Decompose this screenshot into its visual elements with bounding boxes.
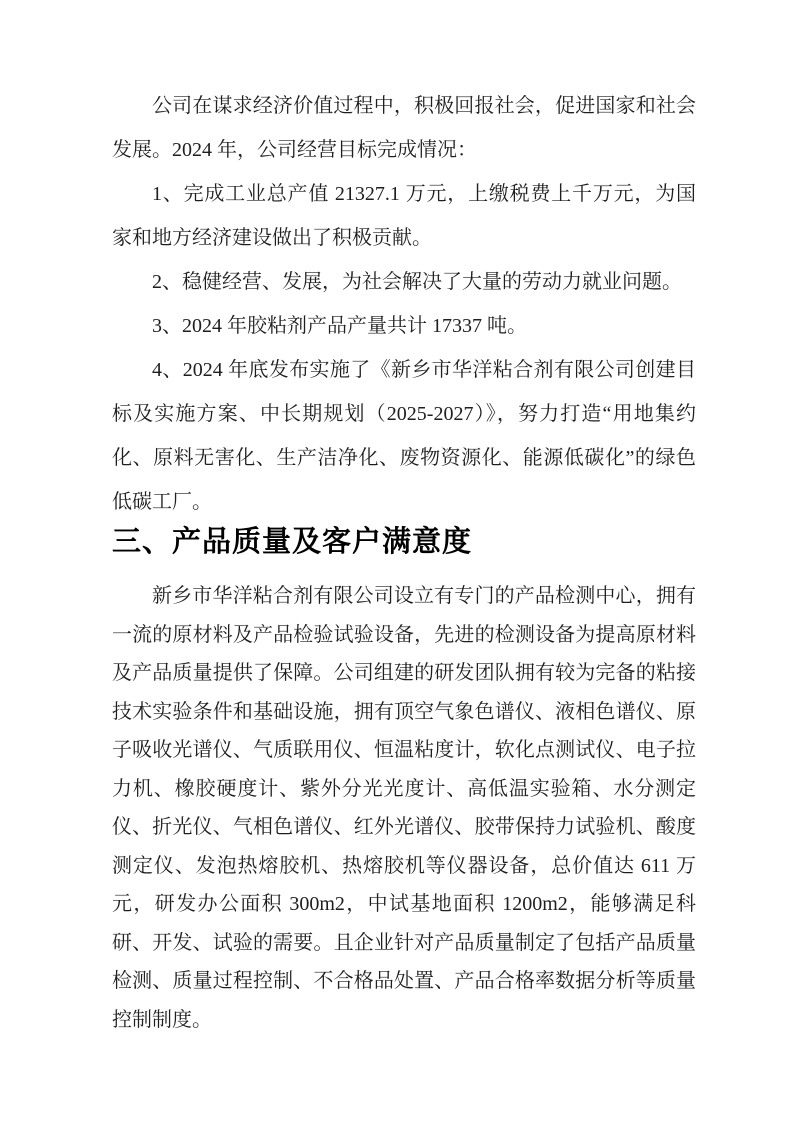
achievement-item-1: 1、完成工业总产值 21327.1 万元，上缴税费上千万元，为国家和地方经济建设做出了积极贡献。 — [112, 183, 696, 249]
intro-paragraph: 公司在谋求经济价值过程中，积极回报社会，促进国家和社会发展。2024 年，公司经营目标完成情况： — [112, 95, 696, 161]
achievement-item-4: 4、2024 年底发布实施了《新乡市华洋粘合剂有限公司创建目标及实施方案、中长期规划（2025-2027）》，努力打造“用地集约化、原料无害化、生产洁净化、废物资源化、能源低碳化”的绿色低碳工厂。 — [112, 359, 696, 513]
quality-paragraph: 新乡市华洋粘合剂有限公司设立有专门的产品检测中心，拥有一流的原材料及产品检验试验设备，先进的检测设备为提高原材料及产品质量提供了保障。公司组建的研发团队拥有较为完备的粘接技术实验条件和基础设施，拥有顶空气象色谱仪、液相色谱仪、原子吸收光谱仪、气质联用仪、恒温粘度计，软化点测试仪、电子拉力机、橡胶硬度计、紫外分光光度计、高低温实验箱、水分测定仪、折光仪、气相色谱仪、红外光谱仪、胶带保持力试验机、酸度测定仪、发泡热熔胶机、热熔胶机等仪器设备，总价值达 611 万元，研发办公面积 300m2，中试基地面积 1200m2，能够满足科研、开发、试验的需要。且企业针对产品质量制定了包括产品质量检测、质量过程控制、不合格品处置、产品合格率数据分析等质量控制制度。 — [112, 585, 696, 1031]
section-heading-product-quality: 三、产品质量及客户满意度 — [112, 526, 473, 558]
achievement-item-3: 3、2024 年胶粘剂产品产量共计 17337 吨。 — [152, 315, 527, 337]
achievement-item-2: 2、稳健经营、发展，为社会解决了大量的劳动力就业问题。 — [152, 271, 682, 293]
